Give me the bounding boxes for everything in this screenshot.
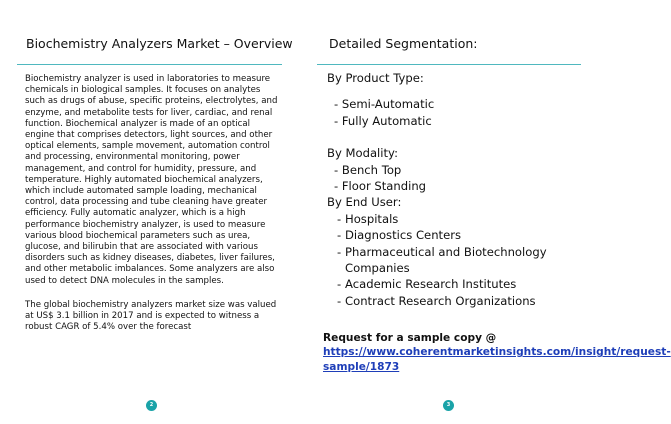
segmentation-list xyxy=(327,70,592,309)
left-page xyxy=(0,0,300,424)
list-item: - Semi-Automatic xyxy=(334,97,435,112)
list-item: - Floor Standing xyxy=(334,179,427,194)
list-item: - Fully Automatic xyxy=(334,113,432,128)
list-item xyxy=(327,211,592,227)
right-page xyxy=(300,0,671,424)
title-divider xyxy=(317,64,581,65)
list-item-label: Pharmaceutical and Biotechnology Companies xyxy=(345,244,547,276)
sample-request-label: Request for a sample copy @ xyxy=(323,332,497,344)
list-item xyxy=(327,276,592,292)
list-item xyxy=(327,244,592,277)
list-dash: - xyxy=(337,293,342,308)
list-item-label: Diagnostics Centers xyxy=(345,228,462,243)
list-dash: - xyxy=(337,228,342,243)
list-item: - Bench Top xyxy=(334,162,402,177)
paragraph-2: The global biochemistry analyzers market size was valued at US$ 3.1 billion in 2017 and is expected to witness a robust CAGR of 5.4% over the forecast xyxy=(25,299,277,333)
list-dash: - xyxy=(337,244,342,259)
page-number-badge: 3 xyxy=(443,400,454,411)
modality-heading: By Modality: xyxy=(327,146,398,161)
paragraph-1: Biochemistry analyzer is used in laboratories to measure chemicals in biological samples. It focuses on analytes such as drugs of abuse, specific proteins, electrolytes, and enzyme, and metabolite tests for liver, cardiac, and renal function. Biochemical analyzer is made of an optical engine that comprises detectors, light sources, and other optical elements, sample movement, automation control and processing, environmental monitoring, power management, and control for humidity, pressure, and temperature. Highly automated biochemical analyzers, which include automated sample loading, mechanical control, data processing and tube cleaning have greater efficiency. Fully automatic analyzer, which is a high performance biochemistry analyzer, is used to measure various blood biochemical parameters such as urea, glucose, and bilirubin that are associated with various disorders such as kidney diseases, diabetes, liver failures, and other metabolic imbalances. Some analyzers are also used to detect DNA molecules in the samples. xyxy=(25,74,278,286)
sample-request-link[interactable]: https://www.coherentmarketinsights.com/insight/request-sample/1873 xyxy=(323,346,671,373)
list-dash: - xyxy=(337,277,342,292)
title-divider xyxy=(17,64,282,65)
overview-text xyxy=(25,74,280,346)
page-title: Biochemistry Analyzers Market – Overview xyxy=(26,36,293,51)
page-number-badge: 2 xyxy=(146,400,157,411)
list-item-label: Academic Research Institutes xyxy=(345,277,517,292)
end-user-heading: By End User: xyxy=(327,195,402,210)
list-item xyxy=(327,293,592,309)
segmentation-title: Detailed Segmentation: xyxy=(329,36,478,51)
list-dash: - xyxy=(337,211,342,226)
sample-request xyxy=(323,331,671,374)
list-item xyxy=(327,227,592,243)
list-item-label: Hospitals xyxy=(345,211,399,226)
list-item-label: Contract Research Organizations xyxy=(345,293,536,308)
product-type-heading: By Product Type: xyxy=(327,71,424,85)
